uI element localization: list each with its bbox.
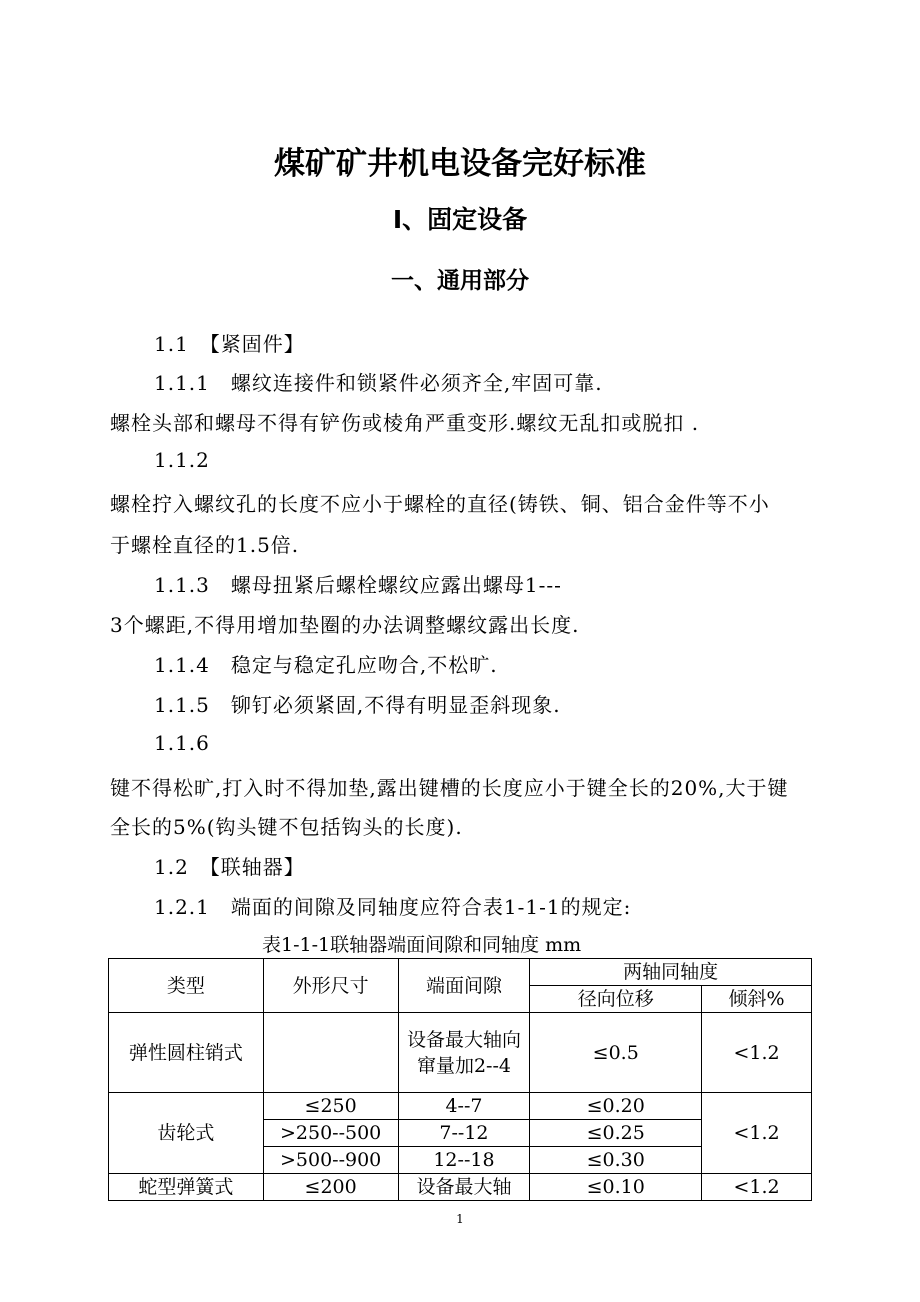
table-caption: 表1-1-1联轴器端面间隙和同轴度 mm <box>262 934 582 956</box>
coupling-table <box>108 958 812 1201</box>
paragraph-line: 1.2.1 端面的间隙及同轴度应符合表1-1-1的规定: <box>154 895 632 919</box>
cell-radial: ≤0.10 <box>530 1174 702 1201</box>
header-radial: 径向位移 <box>530 986 702 1013</box>
header-gap: 端面间隙 <box>398 959 530 1013</box>
paragraph-line: 1.1.3 螺母扭紧后螺栓螺纹应露出螺母1--- <box>154 573 562 597</box>
paragraph-line: 3个螺距,不得用增加垫圈的办法调整螺纹露出长度. <box>110 613 580 637</box>
cell-size: >500--900 <box>263 1147 398 1174</box>
paragraph-line: 螺栓拧入螺纹孔的长度不应小于螺栓的直径(铸铁、铜、铝合金件等不小 <box>110 492 770 516</box>
cell-radial: ≤0.5 <box>530 1013 702 1093</box>
paragraph-line: 1.1.5 铆钉必须紧固,不得有明显歪斜现象. <box>154 693 561 717</box>
cell-tilt: <1.2 <box>702 1013 812 1093</box>
cell-radial: ≤0.25 <box>530 1120 702 1147</box>
document-title: 煤矿矿井机电设备完好标准 <box>274 146 646 182</box>
paragraph-line: 全长的5%(钩头键不包括钩头的长度). <box>110 815 463 839</box>
header-tilt: 倾斜% <box>702 986 812 1013</box>
cell-radial: ≤0.30 <box>530 1147 702 1174</box>
chapter-heading: Ⅰ、固定设备 <box>392 205 528 234</box>
paragraph-line: 螺栓头部和螺母不得有铲伤或棱角严重变形.螺纹无乱扣或脱扣 . <box>110 411 700 435</box>
header-coaxial: 两轴同轴度 <box>530 959 812 986</box>
cell-type: 弹性圆柱销式 <box>109 1013 264 1093</box>
cell-gap: 设备最大轴向窜量加2--4 <box>398 1013 530 1093</box>
cell-gap: 4--7 <box>398 1093 530 1120</box>
clause-heading: 1.1 【紧固件】 <box>154 332 305 356</box>
clause-heading: 1.2 【联轴器】 <box>154 855 305 879</box>
header-type: 类型 <box>109 959 264 1013</box>
paragraph-line: 于螺栓直径的1.5倍. <box>110 533 300 557</box>
cell-type: 蛇型弹簧式 <box>109 1174 264 1201</box>
paragraph-line: 1.1.1 螺纹连接件和锁紧件必须齐全,牢固可靠. <box>154 371 603 395</box>
cell-gap: 7--12 <box>398 1120 530 1147</box>
cell-tilt: <1.2 <box>702 1174 812 1201</box>
page-number: 1 <box>456 1212 464 1226</box>
cell-size <box>263 1013 398 1093</box>
cell-radial: ≤0.20 <box>530 1093 702 1120</box>
cell-size: ≤250 <box>263 1093 398 1120</box>
cell-tilt: <1.2 <box>702 1093 812 1174</box>
cell-gap: 设备最大轴 <box>398 1174 530 1201</box>
cell-size: >250--500 <box>263 1120 398 1147</box>
section-heading: 一、通用部分 <box>391 268 529 294</box>
paragraph-line: 1.1.6 <box>154 731 210 755</box>
cell-type: 齿轮式 <box>109 1093 264 1174</box>
paragraph-line: 键不得松旷,打入时不得加垫,露出键槽的长度应小于键全长的20%,大于键 <box>110 776 789 800</box>
cell-size: ≤200 <box>263 1174 398 1201</box>
header-size: 外形尺寸 <box>263 959 398 1013</box>
paragraph-line: 1.1.4 稳定与稳定孔应吻合,不松旷. <box>154 653 498 677</box>
cell-gap: 12--18 <box>398 1147 530 1174</box>
paragraph-line: 1.1.2 <box>154 448 210 472</box>
